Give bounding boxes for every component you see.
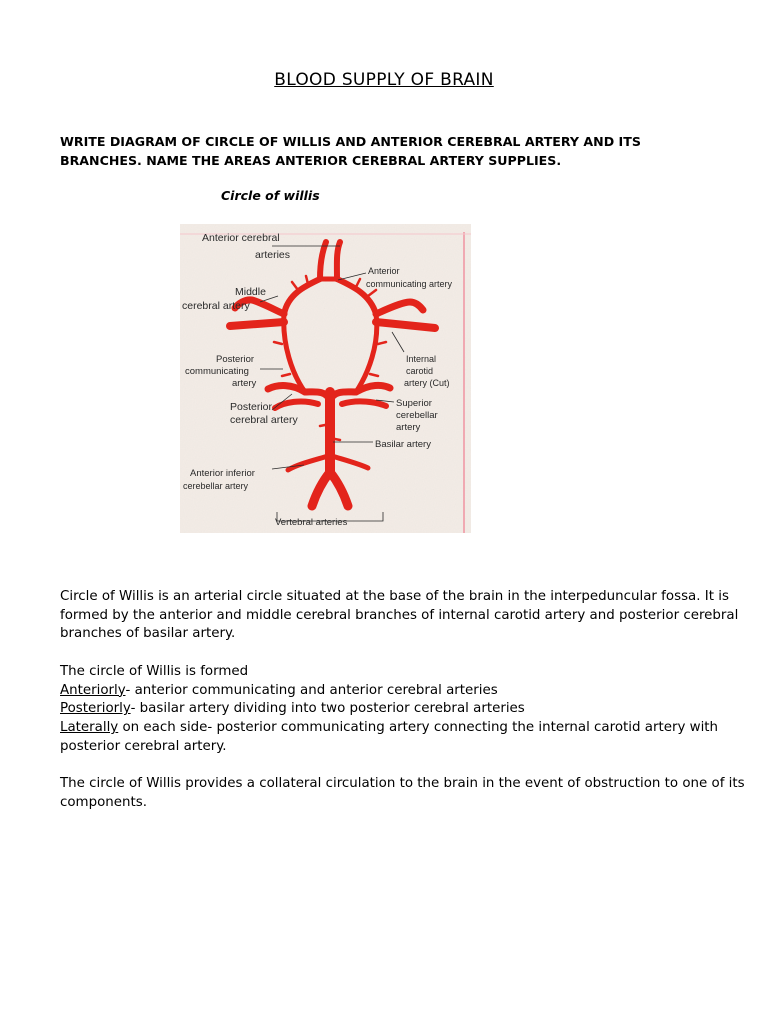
laterally-text: on each side- posterior communicating artery connecting the internal carotid artery with	[118, 720, 719, 736]
question	[60, 132, 720, 170]
anteriorly-line	[60, 682, 760, 701]
label-posterior-communicating: artery	[232, 378, 257, 389]
posteriorly-term: Posteriorly	[60, 701, 131, 717]
question-line: WRITE DIAGRAM OF CIRCLE OF WILLIS AND ANTERIOR CEREBRAL ARTERY AND ITS	[60, 134, 641, 149]
paragraph-line: The circle of Willis provides a collateral circulation to the brain in the event of obstruction to one of its	[60, 776, 745, 791]
paragraph-definition	[60, 588, 760, 644]
label-posterior-cerebral: Posterior	[230, 401, 273, 413]
label-posterior-communicating: communicating	[185, 366, 249, 377]
anteriorly-term: Anteriorly	[60, 682, 126, 698]
label-anterior-cerebral: arteries	[255, 249, 291, 261]
label-anterior-cerebral: Anterior cerebral	[202, 232, 280, 244]
laterally-term: Laterally	[60, 720, 119, 736]
label-middle-cerebral: cerebral artery	[182, 300, 250, 312]
label-superior-cerebellar: Superior	[396, 398, 432, 409]
label-anterior-inferior-cerebellar: cerebellar artery	[183, 481, 249, 491]
label-middle-cerebral: Middle	[235, 286, 266, 298]
label-internal-carotid: artery (Cut)	[404, 378, 450, 388]
posteriorly-text: - basilar artery dividing into two posterior cerebral arteries	[130, 701, 525, 717]
anterior-cerebral-artery-right	[337, 242, 340, 279]
formed-intro: The circle of Willis is formed	[60, 664, 249, 679]
paragraph-collateral	[60, 775, 760, 812]
laterally-line	[60, 719, 760, 738]
question-line: BRANCHES. NAME THE AREAS ANTERIOR CEREBRAL ARTERY SUPPLIES.	[60, 153, 562, 168]
internal-carotid-left	[230, 322, 284, 326]
label-anterior-communicating: Anterior	[368, 266, 400, 276]
label-anterior-communicating: communicating artery	[366, 279, 453, 289]
label-internal-carotid: Internal	[406, 354, 437, 364]
label-posterior-communicating: Posterior	[216, 354, 255, 365]
laterally-line-2: posterior cerebral artery.	[60, 738, 227, 754]
paragraph-line: branches of basilar artery.	[60, 626, 236, 642]
label-posterior-cerebral: cerebral artery	[230, 414, 298, 426]
circle-of-willis-diagram	[180, 224, 471, 533]
label-superior-cerebellar: cerebellar	[396, 410, 438, 421]
anteriorly-text: - anterior communicating and anterior cerebral arteries	[125, 682, 498, 698]
paragraph-line: components.	[60, 794, 147, 810]
paragraph-line: Circle of Willis is an arterial circle situated at the base of the brain in the interpeduncular fossa. It is	[60, 589, 729, 604]
label-superior-cerebellar: artery	[396, 422, 421, 433]
label-anterior-inferior-cerebellar: Anterior inferior	[190, 468, 255, 479]
figure-caption: Circle of willis	[221, 188, 320, 203]
page-title: BLOOD SUPPLY OF BRAIN	[274, 70, 494, 90]
paragraph-line: formed by the anterior and middle cerebral branches of internal carotid artery and posterior cerebral	[60, 607, 739, 623]
label-vertebral: Vertebral arteries	[275, 517, 348, 528]
label-internal-carotid: carotid	[406, 366, 434, 376]
posteriorly-line	[60, 700, 760, 719]
label-basilar: Basilar artery	[375, 439, 431, 450]
paragraph-formation	[60, 663, 760, 757]
